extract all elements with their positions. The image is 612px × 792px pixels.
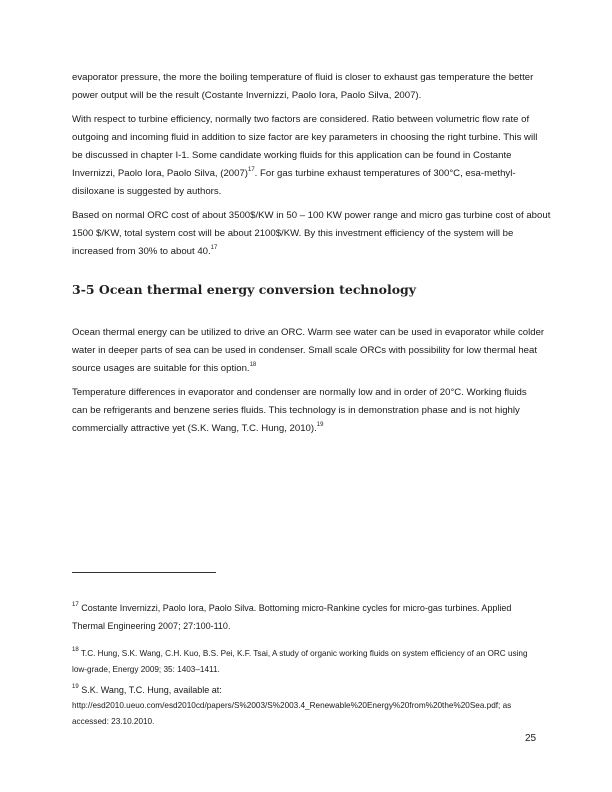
text-line: Based on normal ORC cost of about 3500$/KW in 50 – 100 KW power range and micro gas turbine cost of about [72, 210, 551, 221]
text-line: can be refrigerants and benzene series fluids. This technology is in demonstration phase and is not highly [72, 405, 520, 416]
footnote-number: 17 [72, 602, 79, 608]
text-line: accessed: 23.10.2010. [72, 717, 155, 726]
text-line: evaporator pressure, the more the boiling temperature of fluid is closer to exhaust gas temperature the better [72, 72, 534, 83]
text-line [72, 362, 256, 376]
text-line [72, 167, 516, 181]
text-line: power output will be the result (Costante Invernizzi, Paolo Iora, Paolo Silva, 2007). [72, 90, 422, 101]
footnote-ref[interactable]: 18 [249, 362, 257, 368]
text-line: low-grade, Energy 2009; 35: 1403–1411. [72, 665, 220, 674]
text-line: Ocean thermal energy can be utilized to drive an ORC. Warm see water can be used in evaporator while colder [72, 327, 545, 338]
text-segment: Costante Invernizzi, Paolo Iora, Paolo Silva. Bottoming micro-Rankine cycles for micro-gas turbines. Applied [81, 603, 512, 613]
text-line: With respect to turbine efficiency, normally two factors are considered. Ratio between volumetric flow rate of [72, 114, 530, 125]
footnote-ref[interactable]: 17 [210, 245, 218, 251]
text-segment: T.C. Hung, S.K. Wang, C.H. Kuo, B.S. Pei, K.F. Tsai, A study of organic working fluids on system efficiency of an ORC using [80, 649, 528, 658]
text-segment: S.K. Wang, T.C. Hung, available at: [81, 685, 222, 695]
text-line [72, 647, 528, 661]
text-segment: Invernizzi, Paolo Iora, Paolo Silva, (2007) [72, 168, 248, 179]
footnote-ref[interactable]: 17 [247, 167, 255, 173]
text-segment: increased from 30% to about 40. [72, 246, 211, 257]
footnote-link[interactable]: http://esd2010.ueuo.com/esd2010cd/papers/S%2003/S%2003.4_Renewable%20Energy%20from%20the%20Sea.pdf; as [72, 701, 512, 710]
text-segment: . For gas turbine exhaust temperatures of 300°C, esa-methyl- [254, 168, 516, 179]
text-line [72, 601, 511, 615]
footnote-ref[interactable]: 19 [316, 422, 324, 428]
text-line: 1500 $/KW, total system cost will be about 2100$/KW. By this investment efficiency of the system will be [72, 228, 514, 239]
text-line: Temperature differences in evaporator and condenser are normally low and in order of 20°C. Working fluids [72, 387, 527, 398]
text-segment: commercially attractive yet (S.K. Wang, T.C. Hung, 2010). [72, 423, 317, 434]
text-line [72, 422, 323, 436]
text-line: Thermal Engineering 2007; 27:100-110. [72, 621, 231, 631]
text-line: water in deeper parts of sea can be used in condenser. Small scale ORCs with possibility for low thermal heat [72, 345, 537, 356]
section-heading: 3-5 Ocean thermal energy conversion technology [72, 282, 417, 297]
text-line: outgoing and incoming fluid in addition to size factor are key parameters in choosing the right turbine. This will [72, 132, 538, 143]
text-line [72, 683, 222, 697]
text-line: be discussed in chapter I-1. Some candidate working fluids for this application can be found in Costante [72, 150, 512, 161]
footnote-number: 19 [72, 684, 79, 690]
text-line [72, 245, 217, 259]
page-number: 25 [525, 733, 537, 744]
text-line: disiloxane is suggested by authors. [72, 186, 222, 197]
text-segment: source usages are suitable for this option. [72, 363, 250, 374]
footnote-separator [72, 572, 216, 573]
footnote-number: 18 [72, 647, 79, 653]
